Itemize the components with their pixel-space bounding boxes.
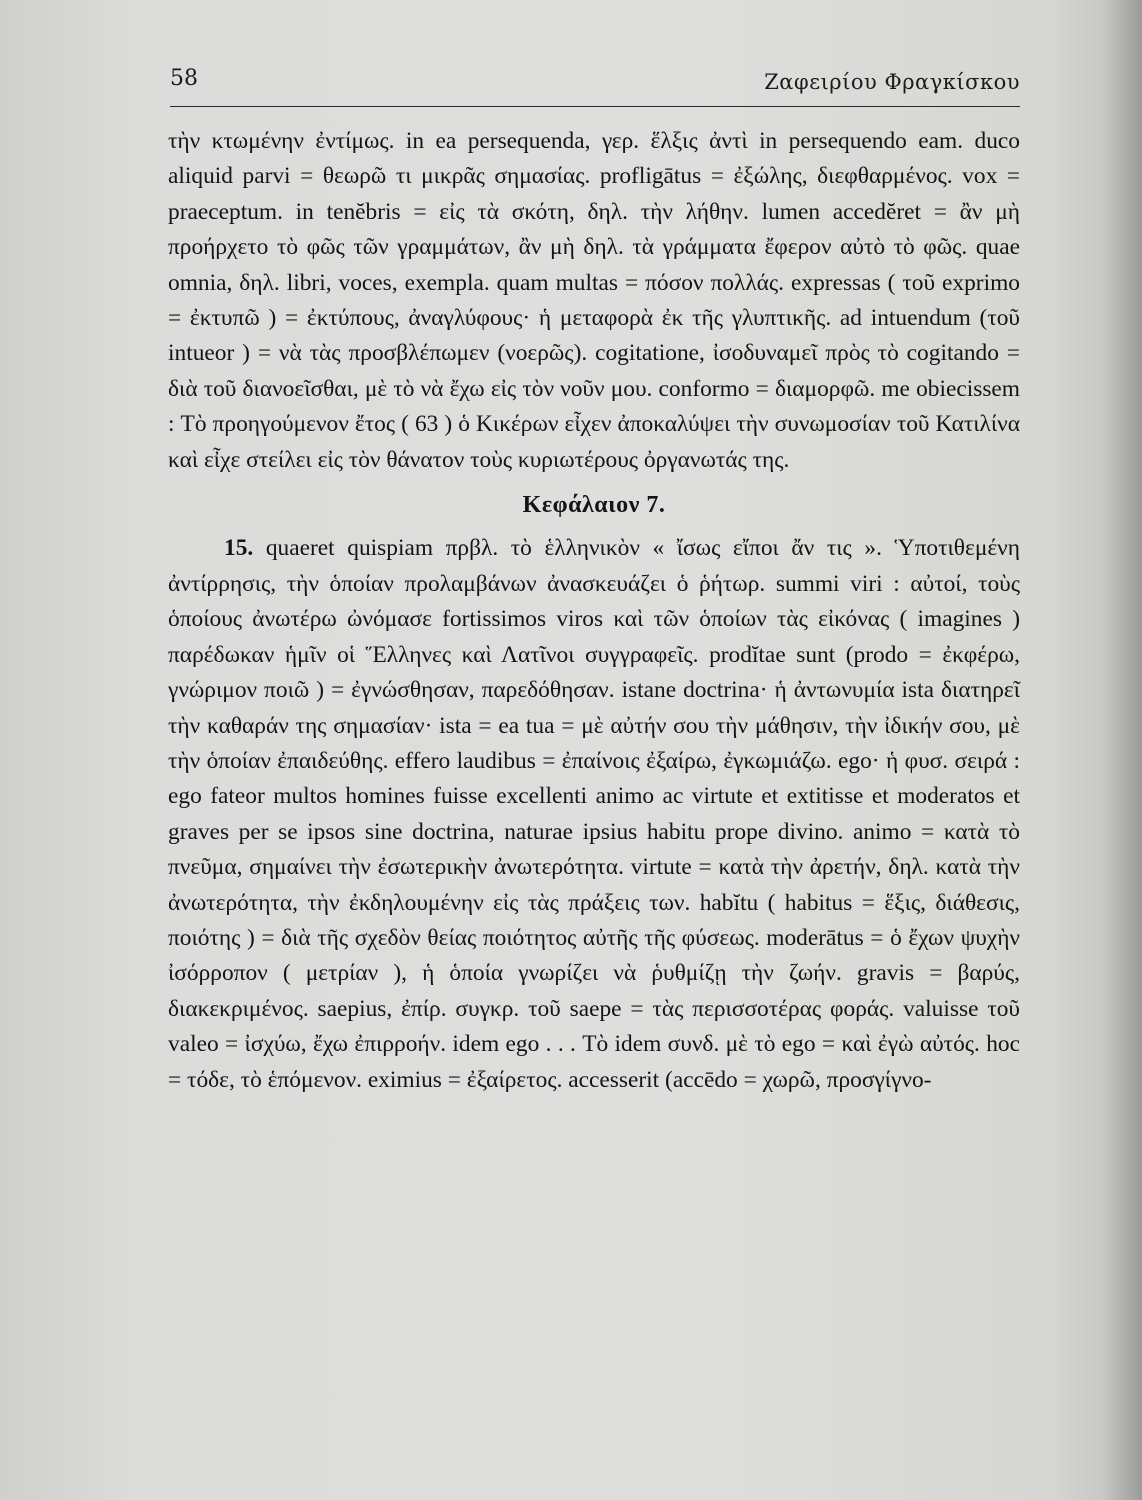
paragraph-1: τὴν κτωμένην ἐντίμως. in ea persequenda, γερ. ἕλξις ἀντὶ in persequendo eam. duco aliquid parvi = θεωρῶ τι μικρᾶς σημασίας. profligātus = ἐξώλης, διεφθαρμένος. vox = praeceptum. in tenĕbris = εἰς τὰ σκότη, δηλ. τὴν λήθην. lumen accedĕret = ἂν μὴ προήρχετο τὸ φῶς τῶν γραμμάτων, ἂν μὴ δηλ. τὰ γράμματα ἔφερον αὐτὸ τὸ φῶς. quae omnia, δηλ. libri, voces, exempla. quam multas = πόσον πολλάς. expressas ( τοῦ exprimo = ἐκτυπῶ ) = ἐκτύπους, ἀναγλύφους· ἡ μεταφορὰ ἐκ τῆς γλυπτικῆς. ad intuendum (τοῦ intueor ) = νὰ τὰς προσβλέπωμεν (νοερῶς). cogitatione, ἰσοδυναμεῖ πρὸς τὸ cogitando = διὰ τοῦ διανοεῖσθαι, μὲ τὸ νὰ ἔχω εἰς τὸν νοῦν μου. conformo = διαμορφῶ. me obiecissem : Τὸ προηγούμενον ἔτος ( 63 ) ὁ Κικέρων εἶχεν ἀποκαλύψει τὴν συνωμοσίαν τοῦ Κατιλίνα καὶ εἶχε στείλει εἰς τὸν θάνατον τοὺς κυριωτέρους ὀργανωτάς της. xyxy=(168,128,1020,473)
paragraph-2 xyxy=(168,531,1020,1098)
page-edge-shadow xyxy=(1102,0,1142,1500)
page-body xyxy=(168,124,1020,1098)
page-header xyxy=(170,62,1020,107)
chapter-title: Κεφάλαιον 7. xyxy=(522,492,666,519)
running-title: Ζαφειρίου Φραγκίσκου xyxy=(764,70,1020,94)
paragraph-2-text: quaeret quispiam πρβλ. τὸ ἑλληνικὸν « ἴσως εἴποι ἄν τις ». Ὑποτιθεμένη ἀντίρρησις, τὴν ὁποίαν προλαμβάνων ἀνασκευάζει ὁ ῥήτωρ. summi viri : αὐτοί, τοὺς ὁποίους ἀνωτέρω ὠνόμασε fortissimos viros καὶ τῶν ὁποίων τὰς εἰκόνας ( imagines ) παρέδωκαν ἡμῖν οἱ Ἕλληνες καὶ Λατῖνοι συγγραφεῖς. prodĭtae sunt (prodo = ἐκφέρω, γνώριμον ποιῶ ) = ἐγνώσθησαν, παρεδόθησαν. istane doctrina· ἡ ἀντωνυμία ista διατηρεῖ τὴν καθαράν της σημασίαν· ista = ea tua = μὲ αὐτήν σου τὴν μάθησιν, τὴν ἰδικήν σου, μὲ τὴν ὁποίαν ἐπαιδεύθης. effero laudibus = ἐπαίνοις ἐξαίρω, ἐγκωμιάζω. ego· ἡ φυσ. σειρά : ego fateor multos homines fuisse excellenti animo ac virtute et extitisse et moderatos et graves per se ipsos sine doctrina, naturae ipsius habitu prope divino. animo = κατὰ τὸ πνεῦμα, σημαίνει τὴν ἐσωτερικὴν ἀνωτερότητα. virtute = κατὰ τὴν ἀρετήν, δηλ. κατὰ τὴν ἀνωτερότητα, τὴν ἐκδηλουμένην εἰς τὰς πράξεις των. habĭtu ( habitus = ἕξις, διάθεσις, ποιότης ) = διὰ τῆς σχεδὸν θείας ποιότητος αὐτῆς τῆς φύσεως. moderātus = ὁ ἔχων ψυχὴν ἰσόρροπον ( μετρίαν ), ἡ ὁποία γνωρίζει νὰ ῥυθμίζῃ τὴν ζωήν. gravis = βαρύς, διακεκριμένος. saepius, ἐπίρ. συγκρ. τοῦ saepe = τὰς περισσοτέρας φοράς. valuisse τοῦ valeo = ἰσχύω, ἔχω ἐπιρροήν. idem ego . . . Τὸ idem συνδ. μὲ τὸ ego = καὶ ἐγὼ αὐτός. hoc = τόδε, τὸ ἑπόμενον. eximius = ἐξαίρετος. accesserit (accēdo = χωρῶ, προσγίγνο- xyxy=(168,535,1020,1093)
page-number: 58 xyxy=(170,66,198,91)
section-number: 15. xyxy=(224,535,254,562)
